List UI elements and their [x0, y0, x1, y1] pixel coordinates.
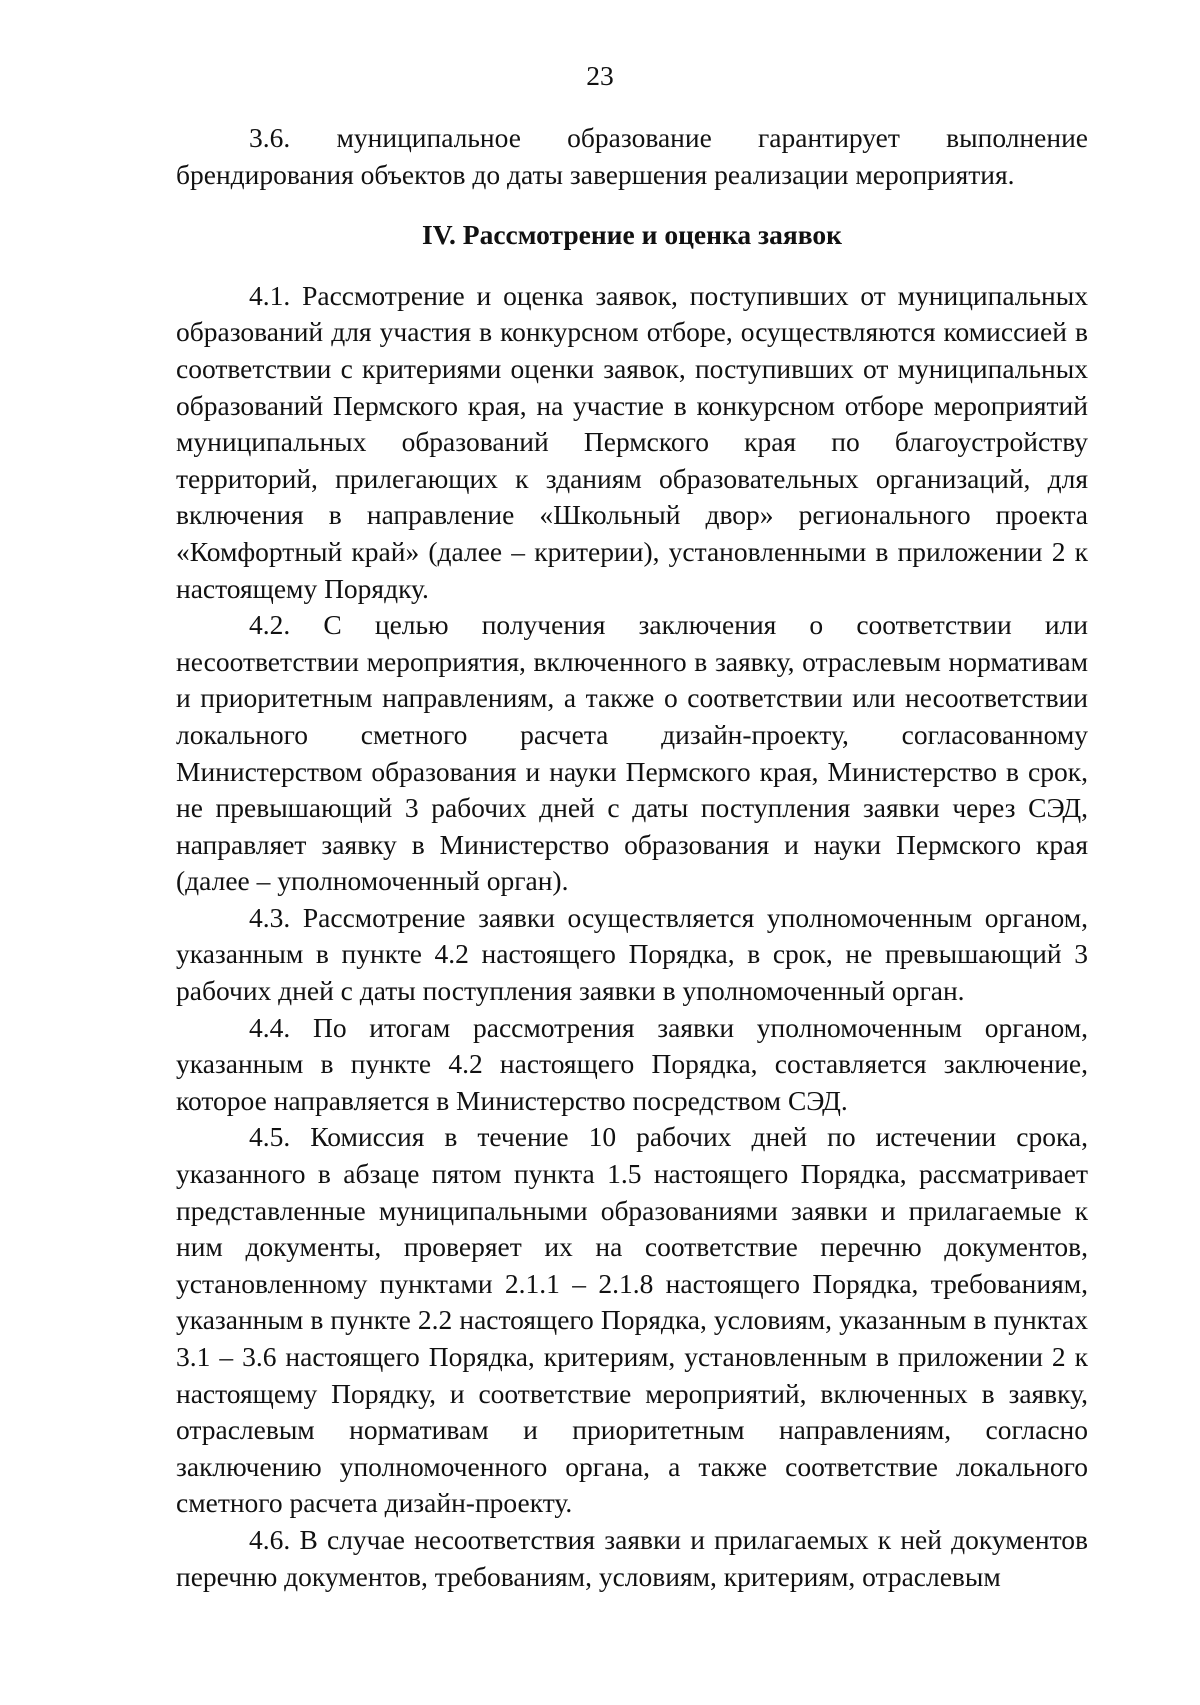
- section-heading-iv: IV. Рассмотрение и оценка заявок: [422, 219, 842, 251]
- paragraph-4-1: 4.1. Рассмотрение и оценка заявок, поступивших от муниципальных образований для участия в конкурсном отборе, осуществляются комиссией в соответствии с критериями оценки заявок, поступивших от муниципальных образований Пермского края, на участие в конкурсном отборе мероприятий муниципальных образований Пермского края по благоустройству территорий, прилегающих к зданиям образовательных организаций, для включения в направление «Школьный двор» регионального проекта «Комфортный край» (далее – критерии), установленными в приложении 2 к настоящему Порядку.: [176, 279, 1088, 604]
- paragraph-4-2: 4.2. С целью получения заключения о соответствии или несоответствии мероприятия, включенного в заявку, отраслевым нормативам и приоритетным направлениям, а также о соответствии или несоответствии локального сметного расчета дизайн-проекту, согласованному Министерством образования и науки Пермского края, Министерство в срок, не превышающий 3 рабочих дней с даты поступления заявки через СЭД, направляет заявку в Министерство образования и науки Пермского края (далее – уполномоченный орган).: [176, 609, 1088, 897]
- page-number: 23: [586, 60, 614, 91]
- paragraph-4-5: 4.5. Комиссия в течение 10 рабочих дней по истечении срока, указанного в абзаце пятом пункта 1.5 настоящего Порядка, рассматривает представленные муниципальными образованиями заявки и прилагаемые к ним документы, проверяет их на соответствие перечню документов, установленному пунктами 2.1.1 – 2.1.8 настоящего Порядка, требованиям, указанным в пункте 2.2 настоящего Порядка, условиям, указанным в пунктах 3.1 – 3.6 настоящего Порядка, критериям, установленным в приложении 2 к настоящему Порядку, и соответствие мероприятий, включенных в заявку, отраслевым нормативам и приоритетным направлениям, согласно заключению уполномоченного органа, а также соответствие локального сметного расчета дизайн-проекту.: [176, 1121, 1088, 1519]
- paragraph-3-6: 3.6. муниципальное образование гарантирует выполнение брендирования объектов до даты завершения реализации мероприятия.: [176, 122, 1088, 190]
- paragraph-4-6: 4.6. В случае несоответствия заявки и прилагаемых к ней документов перечню документов, требованиям, условиям, критериям, отраслевым: [176, 1523, 1088, 1592]
- paragraph-4-3: 4.3. Рассмотрение заявки осуществляется уполномоченным органом, указанным в пункте 4.2 настоящего Порядка, в срок, не превышающий 3 рабочих дней с даты поступления заявки в уполномоченный орган.: [176, 901, 1088, 1007]
- paragraph-4-4: 4.4. По итогам рассмотрения заявки уполномоченным органом, указанным в пункте 4.2 настоящего Порядка, составляется заключение, которое направляется в Министерство посредством СЭД.: [176, 1011, 1088, 1116]
- document-body: [176, 120, 1088, 1595]
